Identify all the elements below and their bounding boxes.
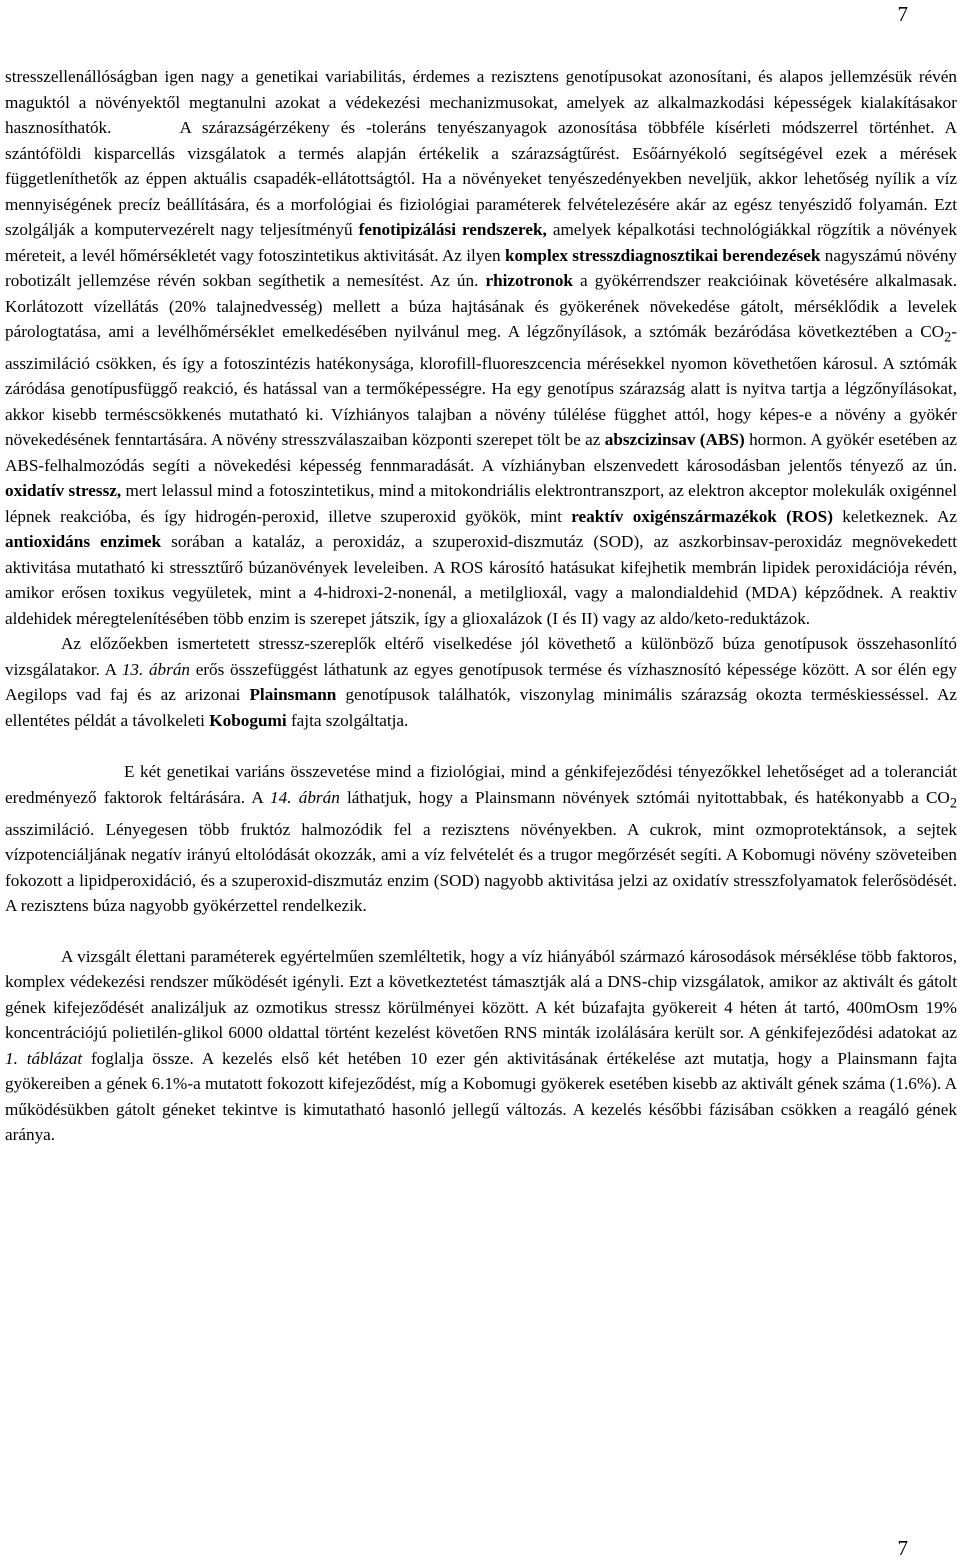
paragraph-1: stresszellenállóságban igen nagy a genetikai variabilitás, érdemes a rezisztens genotípusokat azonosítani, és alapos jellemzésük révén maguktól a növényektől megtanulni azokat a védekezési mechanizmusokat, amelyek az alkalmazkodási képességek kialakításakor hasznosíthatók. A szárazságérzékeny és -toleráns tenyészanyagok azonosítása többféle kísérleti módszerrel történhet. A szántóföldi kisparcellás vizsgálatok a termés alapján értékelik a szárazságtűrést. Esőárnyékoló segítségével ezek a mérések függetleníthetők az éppen aktuális csapadék-ellátottságtól. Ha a növényeket tenyészedényekben neveljük, akkor lehetőség nyílik a víz mennyiségének precíz beállítására, és a morfológiai és fiziológiai paraméterek felvételezésére akár az egész tenyészidő folyamán. Ezt szolgálják a komputervezérelt nagy teljesítményű fenotipizálási rendszerek, amelyek képalkotási technológiákkal rögzítik a növények méreteit, a levél hőmérsékletét vagy fotoszintetikus aktivitását. Az ilyen komplex stresszdiagnosztikai berendezések nagyszámú növény robotizált jellemzése révén sokban segíthetik a nemesítést. Az ún. rhizotronok a gyökérrendszer reakcióinak követésére alkalmasak. Korlátozott vízellátás (20% talajnedvesség) mellett a búza hajtásának és gyökerének növekedése gátolt, mérséklődik a levelek párologtatása, ami a levélhőmérséklet emelkedésében nyilvánul meg. A légzőnyílások, a sztómák bezáródása következtében a $CO_2$-asszimiláció csökken, és így a fotoszintézis hatékonysága, klorofill-fluoreszcencia mérésekkel nyomon követhetően károsul. A sztómák záródása genotípusfüggő reakció, és hatással van a termőképességre. Ha egy genotípus szárazság alatt is nyitva tartja a légzőnyílásokat, akkor kisebb terméscsökkenés mutatható ki. Vízhiányos talajban a növény túlélése függhet attól, hogy képes-e a növény a gyökér növekedésének fenntartására. A növény stresszválaszaiban központi szerepet tölt be az abszcizinsav (ABS) hormon. A gyökér esetében az ABS-felhalmozódás segíti a növekedési képesség fennmaradását. A vízhiányban elszenvedett károsodásban jelentős tényező az ún. oxidatív stressz, mert lelassul mind a fotoszintetikus, mind a mitokondriális elektrontranszport, az elektron akceptor molekulák oxigénnel lépnek reakcióba, és így hidrogén-peroxid, illetve szuperoxid gyökök, mint reaktív oxigénszármazékok (ROS) keletkeznek. Az antioxidáns enzimek sorában a kataláz, a peroxidáz, a szuperoxid-diszmutáz (SOD), az aszkorbinsav-peroxidáz megnövekedett aktivitása mutatható ki stressztűrő búzanövények leveleiben. A ROS károsító hatásukat kifejhetik membrán lipidek peroxidációja révén, amikor erősen toxikus vegyületek, mint a 4-hidroxi-2-nonenál, a metilglioxál, vagy a malondialdehid (MDA) képződnek. A reaktiv aldehidek méregtelenítésében több enzim is szerepet játszik, így a glioxalázok (I és II) vagy az aldo/keto-reduktázok.: [5, 67, 958, 628]
page-number-top: 7: [897, 2, 908, 26]
paragraph-2: Az előzőekben ismertetett stressz-szereplők eltérő viselkedése jól követhető a különböző búza genotípusok összehasonlító vizsgálatakor. A 13. ábrán erős összefüggést láthatunk az egyes genotípusok termése és vízhasznosító képessége között. A sor élén egy Aegilops vad faj és az arizonai Plainsmann genotípusok találhatók, viszonylag minimális szárazság okozta terméskiesséssel. Az ellentétes példát a távolkeleti Kobogumi fajta szolgáltatja.: [5, 634, 957, 730]
document-body: [5, 64, 957, 1148]
page-number-bottom: 7: [897, 1536, 908, 1560]
paragraph-gap: [5, 919, 957, 944]
paragraph-gap: [5, 733, 957, 759]
paragraph-4: A vizsgált élettani paraméterek egyértelműen szemléltetik, hogy a víz hiányából származó károsodások mérséklése több faktoros, komplex védekezési rendszer működését igényli. Ezt a következtetést támasztják alá a DNS-chip vizsgálatok, amikor az aktivált és gátolt gének kifejeződését analizáljuk az ozmotikus stressz körülményei között. A két búzafajta gyökereit 4 héten át tartó, 400mOsm 19% koncentrációjú polietilén-glikol 6000 oldattal történt kezelést követően RNS minták izolálására került sor. A génkifejeződési adatokat az 1. táblázat foglalja össze. A kezelés első két hetében 10 ezer gén aktivitásának értékelése azt mutatja, hogy a Plainsmann fajta gyökereiben a gének 6.1%-a mutatott fokozott kifejeződést, míg a Kobomugi gyökerek esetében kisebb az aktivált gének száma (1.6%). A működésükben gátolt géneket tekintve is kimutatható hasonló jellegű változás. A kezelés későbbi fázisában csökken a reagáló gének aránya.: [5, 946, 958, 1145]
paragraph-3: E két genetikai variáns összevetése mind a fiziológiai, mind a génkifejeződési tényezőkkel lehetőséget ad a toleranciát eredményező faktorok feltárására. A 14. ábrán láthatjuk, hogy a Plainsmann növények sztómái nyitottabbak, és hatékonyabb a $CO_2$ asszimiláció. Lényegesen több fruktóz halmozódik fel a rezisztens növényekben. A cukrok, mint ozmoprotektánsok, a sejtek vízpotenciáljának negatív irányú eltolódását okozzák, ami a víz felvételét és a trugor megőrzését segíti. A Kobomugi növény szöveteiben fokozott a lipidperoxidáció, és a szuperoxid-diszmutáz enzim (SOD) nagyobb aktivitása jelzi az oxidatív stresszfolyamatok felerősödését. A rezisztens búza nagyobb gyökérzettel rendelkezik.: [5, 762, 957, 916]
